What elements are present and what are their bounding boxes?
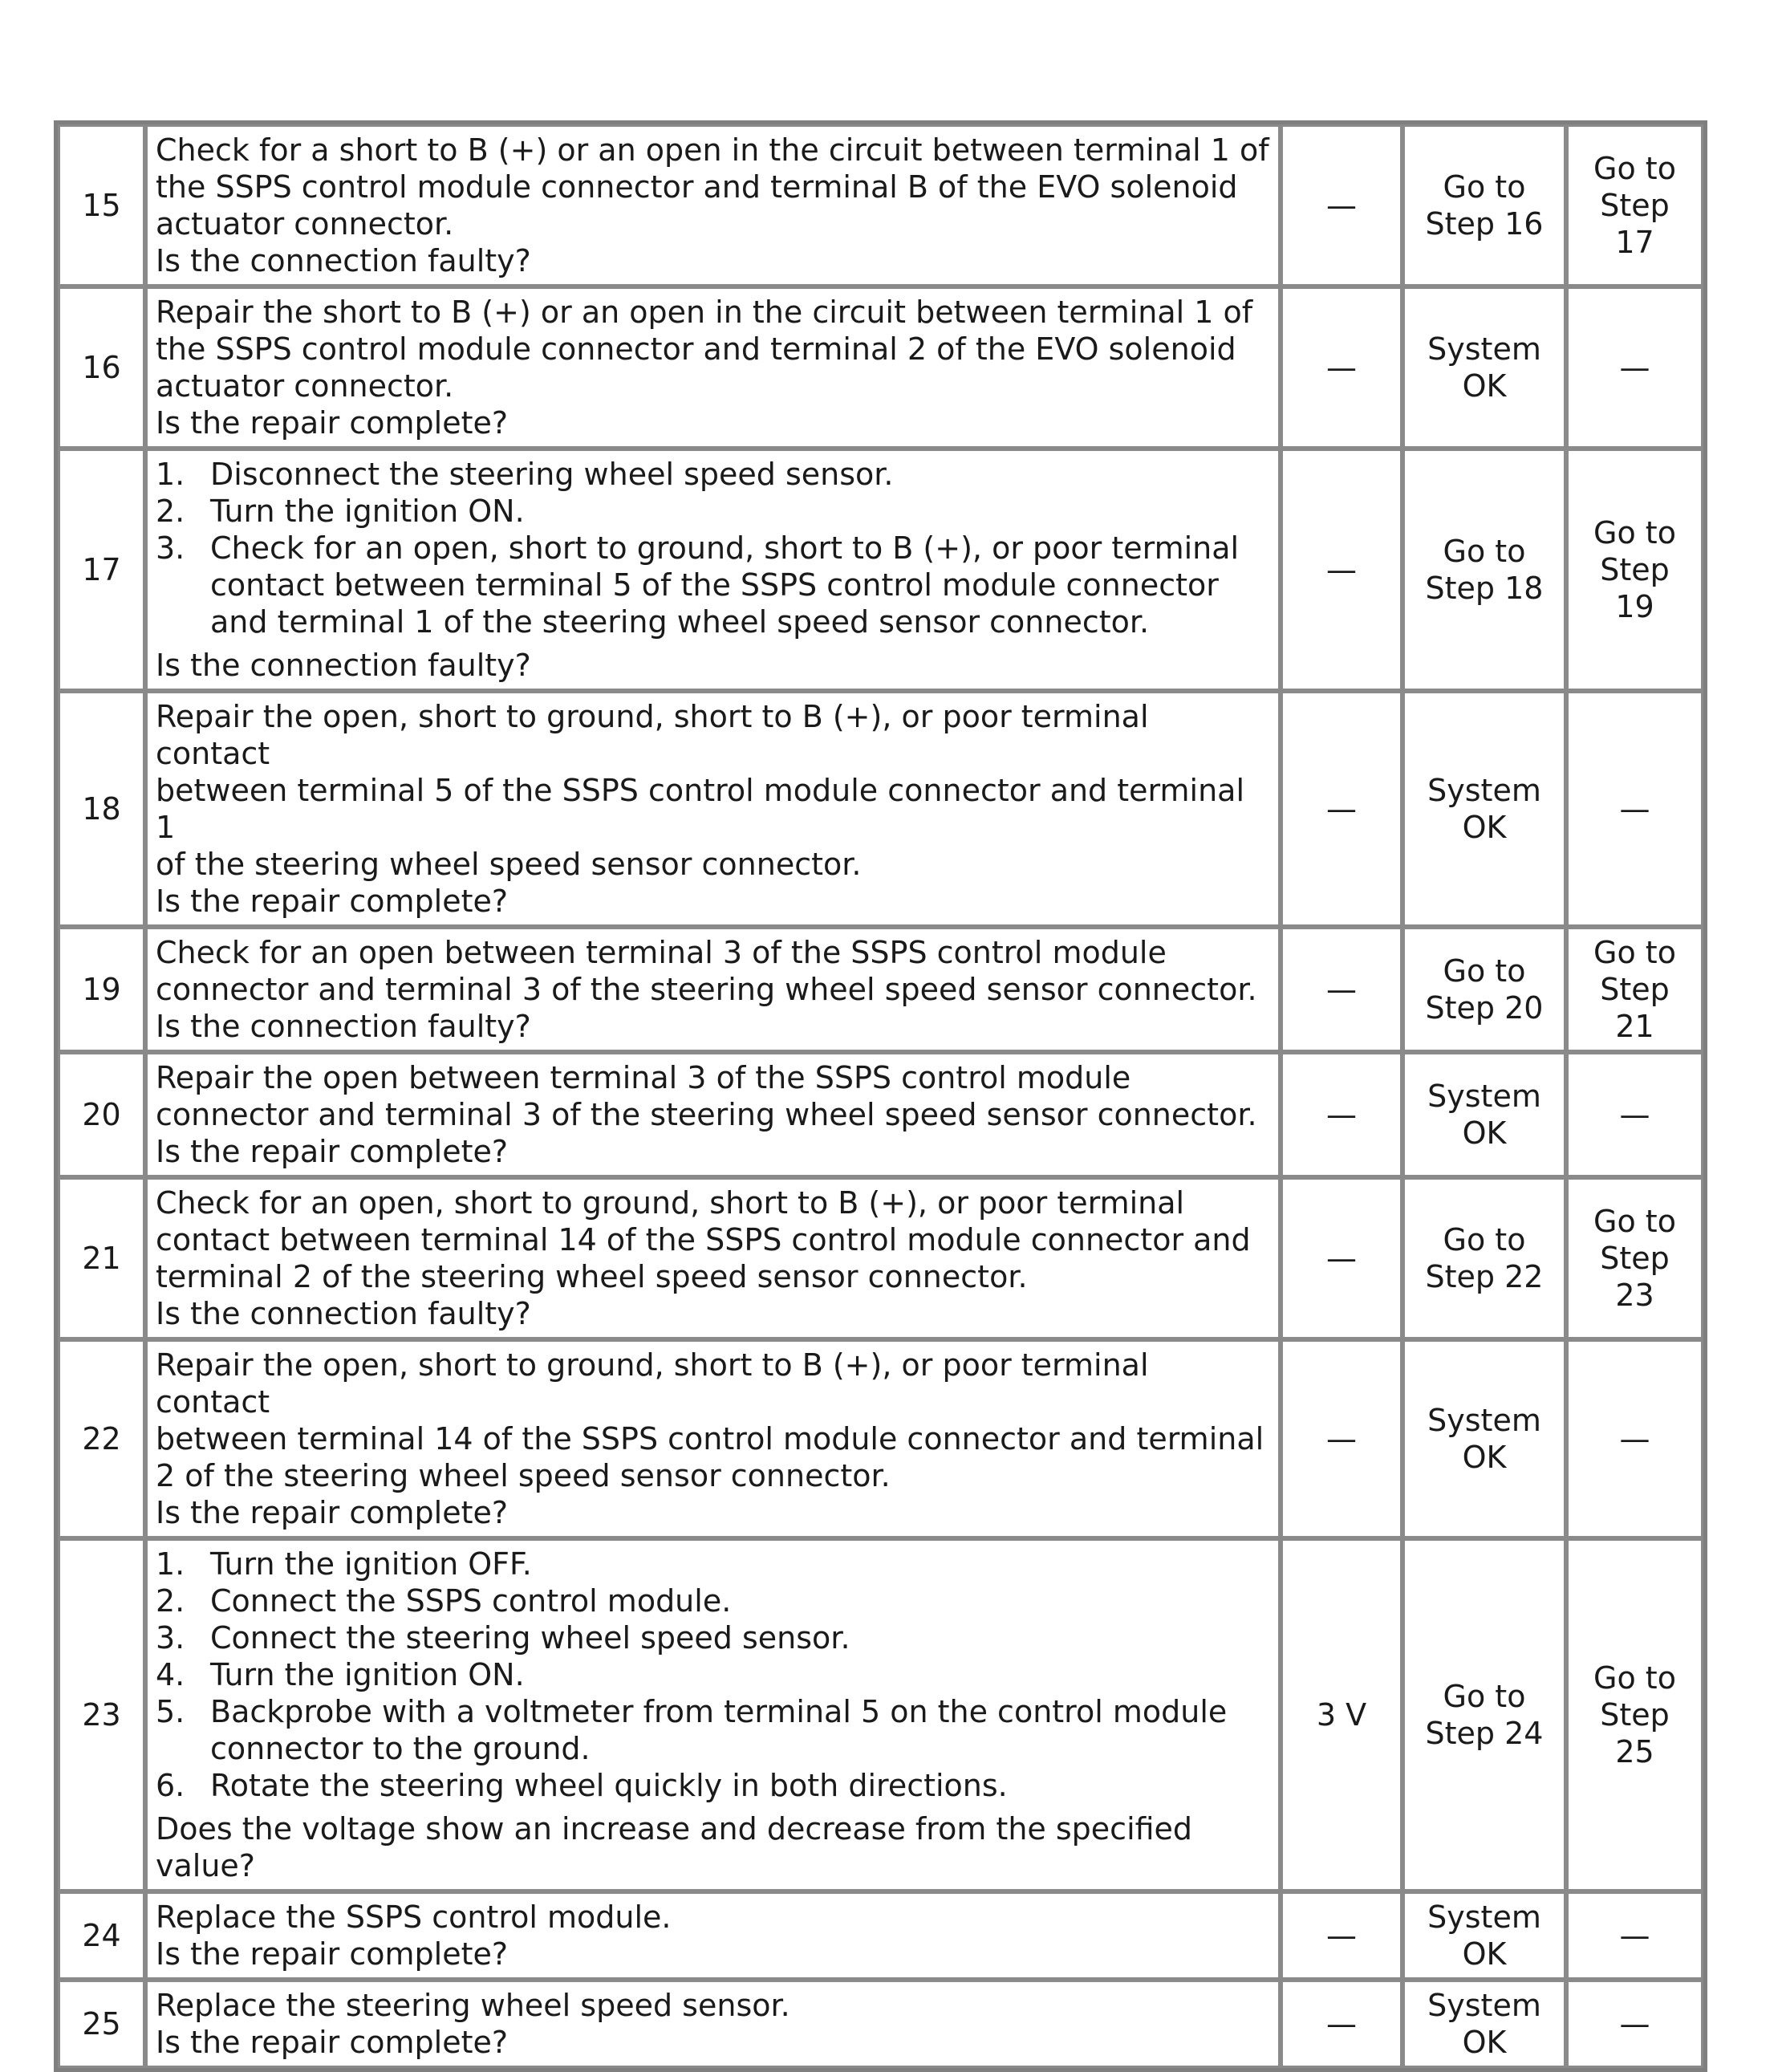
table-row (58, 1052, 1703, 1177)
table-row (58, 286, 1703, 449)
yes-line: OK (1462, 1440, 1507, 1475)
table-row (58, 927, 1703, 1052)
action-line: Repair the short to B (+) or an open in the circuit between terminal 1 of (156, 295, 1253, 330)
action-line: Repair the open, short to ground, short to B (+), or poor terminal contact (156, 699, 1149, 771)
list-item (156, 1656, 1270, 1693)
yes-line: OK (1462, 810, 1507, 845)
list-text-line: Rotate the steering wheel quickly in both directions. (210, 1768, 1008, 1803)
no-line: 19 (1615, 589, 1654, 624)
list-text (210, 456, 1270, 493)
action-line: 2 of the steering wheel speed sensor connector. (156, 1458, 891, 1493)
list-number: 2. (156, 494, 185, 529)
step-action (145, 124, 1281, 286)
yes-result (1402, 1538, 1566, 1891)
no-line: 25 (1615, 1734, 1654, 1769)
step-number: 20 (58, 1052, 145, 1177)
no-line: 21 (1615, 1009, 1654, 1044)
action-line: the SSPS control module connector and terminal B of the EVO solenoid (156, 169, 1238, 205)
step-action (145, 1052, 1281, 1177)
list-number: 3. (156, 530, 185, 566)
step-action (145, 927, 1281, 1052)
no-line: 17 (1615, 225, 1654, 260)
step-action (145, 1538, 1281, 1891)
list-number: 1. (156, 1546, 185, 1582)
action-line: Check for an open between terminal 3 of the SSPS control module (156, 935, 1167, 970)
troubleshooting-table (54, 120, 1707, 2072)
action-line: Replace the SSPS control module. (156, 1899, 672, 1935)
action-line: actuator connector. (156, 368, 454, 404)
step-action (145, 449, 1281, 691)
yes-result (1402, 691, 1566, 927)
step-action (145, 286, 1281, 449)
list-text (210, 1582, 1270, 1619)
yes-line: System (1427, 1988, 1541, 2023)
no-result: — (1566, 1891, 1703, 1980)
list-text-line: and terminal 1 of the steering wheel speed sensor connector. (210, 604, 1150, 640)
list-text-line: Connect the steering wheel speed sensor. (210, 1620, 850, 1656)
list-item (156, 1767, 1270, 1804)
table-row (58, 124, 1703, 286)
yes-line: Go to (1443, 1679, 1526, 1714)
troubleshooting-table-wrapper (54, 120, 1707, 2072)
list-text (210, 1693, 1270, 1767)
list-text (210, 493, 1270, 530)
yes-result (1402, 1980, 1566, 2068)
list-number: 4. (156, 1657, 185, 1692)
yes-line: System (1427, 1403, 1541, 1438)
yes-line: Go to (1443, 534, 1526, 569)
list-text-line: Check for an open, short to ground, short to B (+), or poor terminal (210, 530, 1240, 566)
step-action (145, 1177, 1281, 1339)
yes-line: Step 20 (1425, 990, 1544, 1026)
table-row (58, 1339, 1703, 1538)
list-number: 2. (156, 1583, 185, 1619)
step-number: 24 (58, 1891, 145, 1980)
no-result: — (1566, 286, 1703, 449)
step-number: 17 (58, 449, 145, 691)
question-line: Does the voltage show an increase and decrease from the specified (156, 1811, 1193, 1847)
list-text (210, 1656, 1270, 1693)
step-number: 18 (58, 691, 145, 927)
yes-result (1402, 1891, 1566, 1980)
step-value: — (1281, 1891, 1402, 1980)
no-line: Step (1600, 1697, 1670, 1733)
yes-line: System (1427, 1899, 1541, 1935)
action-question: Is the connection faulty? (156, 1296, 531, 1331)
action-question: Is the repair complete? (156, 1495, 509, 1530)
action-line: between terminal 5 of the SSPS control module connector and terminal 1 (156, 773, 1244, 845)
yes-result (1402, 927, 1566, 1052)
yes-line: Go to (1443, 169, 1526, 205)
step-value: — (1281, 691, 1402, 927)
list-number: 3. (156, 1620, 185, 1656)
list-text (210, 1767, 1270, 1804)
table-row (58, 1980, 1703, 2068)
action-question: Is the connection faulty? (156, 648, 531, 683)
no-result (1566, 1177, 1703, 1339)
action-question: Is the repair complete? (156, 1936, 509, 1972)
action-line: connector and terminal 3 of the steering wheel speed sensor connector. (156, 972, 1257, 1007)
action-line: Replace the steering wheel speed sensor. (156, 1988, 790, 2023)
step-number: 23 (58, 1538, 145, 1891)
step-number: 25 (58, 1980, 145, 2068)
list-item (156, 530, 1270, 640)
list-item (156, 1582, 1270, 1619)
list-number: 1. (156, 457, 185, 492)
no-result: — (1566, 1052, 1703, 1177)
yes-line: OK (1462, 2025, 1507, 2060)
no-line: Step (1600, 188, 1670, 223)
yes-result (1402, 1339, 1566, 1538)
step-value: — (1281, 286, 1402, 449)
yes-line: Step 16 (1425, 206, 1544, 242)
action-line: connector and terminal 3 of the steering wheel speed sensor connector. (156, 1097, 1257, 1132)
step-value: — (1281, 449, 1402, 691)
step-value: — (1281, 927, 1402, 1052)
action-question: Is the repair complete? (156, 405, 509, 441)
table-body (58, 124, 1703, 2068)
no-line: Go to (1593, 1204, 1676, 1239)
no-line: Go to (1593, 935, 1676, 970)
yes-result (1402, 1177, 1566, 1339)
action-question: Is the repair complete? (156, 2025, 509, 2060)
yes-line: Step 22 (1425, 1259, 1544, 1294)
action-question: Is the connection faulty? (156, 243, 531, 278)
question-line: value? (156, 1848, 255, 1883)
action-line: Check for a short to B (+) or an open in the circuit between terminal 1 of (156, 132, 1269, 168)
table-row (58, 449, 1703, 691)
step-action (145, 1891, 1281, 1980)
action-line: the SSPS control module connector and terminal 2 of the EVO solenoid (156, 331, 1236, 367)
step-action (145, 1339, 1281, 1538)
step-value: — (1281, 1177, 1402, 1339)
list-text (210, 530, 1270, 640)
table-row (58, 1891, 1703, 1980)
list-text-line: contact between terminal 5 of the SSPS control module connector (210, 567, 1219, 603)
list-text-line: Turn the ignition ON. (210, 494, 525, 529)
no-result: — (1566, 1339, 1703, 1538)
list-text-line: Turn the ignition OFF. (210, 1546, 532, 1582)
no-result: — (1566, 1980, 1703, 2068)
list-item (156, 493, 1270, 530)
list-text (210, 1546, 1270, 1582)
list-text-line: Turn the ignition ON. (210, 1657, 525, 1692)
no-line: Step (1600, 972, 1670, 1007)
yes-line: System (1427, 331, 1541, 367)
action-line: Repair the open, short to ground, short to B (+), or poor terminal contact (156, 1347, 1149, 1420)
action-question (156, 1810, 1270, 1884)
yes-result (1402, 1052, 1566, 1177)
table-row (58, 1177, 1703, 1339)
table-row (58, 1538, 1703, 1891)
no-line: Go to (1593, 1660, 1676, 1696)
step-value: — (1281, 1980, 1402, 2068)
action-line: Check for an open, short to ground, short to B (+), or poor terminal (156, 1185, 1185, 1221)
action-question: Is the repair complete? (156, 884, 509, 919)
no-line: Step (1600, 552, 1670, 587)
yes-line: System (1427, 1079, 1541, 1114)
action-question: Is the connection faulty? (156, 1009, 531, 1044)
list-text-line: Disconnect the steering wheel speed sensor. (210, 457, 894, 492)
yes-result (1402, 124, 1566, 286)
list-number: 5. (156, 1694, 185, 1729)
no-result (1566, 449, 1703, 691)
yes-line: OK (1462, 1115, 1507, 1151)
step-number: 16 (58, 286, 145, 449)
list-number: 6. (156, 1768, 185, 1803)
no-result (1566, 124, 1703, 286)
list-item (156, 1546, 1270, 1582)
action-line: of the steering wheel speed sensor connector. (156, 847, 862, 882)
yes-line: Step 18 (1425, 571, 1544, 606)
step-action (145, 1980, 1281, 2068)
list-text-line: Backprobe with a voltmeter from terminal 5 on the control module (210, 1694, 1228, 1729)
action-line: between terminal 14 of the SSPS control module connector and terminal (156, 1421, 1264, 1456)
yes-line: Go to (1443, 953, 1526, 989)
step-value: — (1281, 124, 1402, 286)
list-text (210, 1619, 1270, 1656)
no-line: Go to (1593, 151, 1676, 186)
yes-line: OK (1462, 1936, 1507, 1972)
step-value: — (1281, 1052, 1402, 1177)
list-text-line: Connect the SSPS control module. (210, 1583, 732, 1619)
no-line: Step (1600, 1241, 1670, 1276)
yes-line: Go to (1443, 1222, 1526, 1257)
step-value: — (1281, 1339, 1402, 1538)
list-item (156, 1619, 1270, 1656)
step-action (145, 691, 1281, 927)
step-number: 22 (58, 1339, 145, 1538)
action-line: terminal 2 of the steering wheel speed sensor connector. (156, 1259, 1028, 1294)
list-item (156, 456, 1270, 493)
no-result (1566, 927, 1703, 1052)
action-line: contact between terminal 14 of the SSPS control module connector and (156, 1222, 1251, 1257)
step-number: 21 (58, 1177, 145, 1339)
no-result (1566, 1538, 1703, 1891)
step-number: 19 (58, 927, 145, 1052)
yes-line: Step 24 (1425, 1716, 1544, 1751)
yes-line: OK (1462, 368, 1507, 404)
table-row (58, 691, 1703, 927)
step-value: 3 V (1281, 1538, 1402, 1891)
no-line: 23 (1615, 1278, 1654, 1313)
action-line: Repair the open between terminal 3 of the SSPS control module (156, 1060, 1131, 1095)
list-text-line: connector to the ground. (210, 1731, 591, 1766)
step-number: 15 (58, 124, 145, 286)
no-result: — (1566, 691, 1703, 927)
list-item (156, 1693, 1270, 1767)
yes-line: System (1427, 773, 1541, 808)
action-question: Is the repair complete? (156, 1134, 509, 1169)
yes-result (1402, 449, 1566, 691)
action-line: actuator connector. (156, 206, 454, 242)
no-line: Go to (1593, 515, 1676, 551)
yes-result (1402, 286, 1566, 449)
